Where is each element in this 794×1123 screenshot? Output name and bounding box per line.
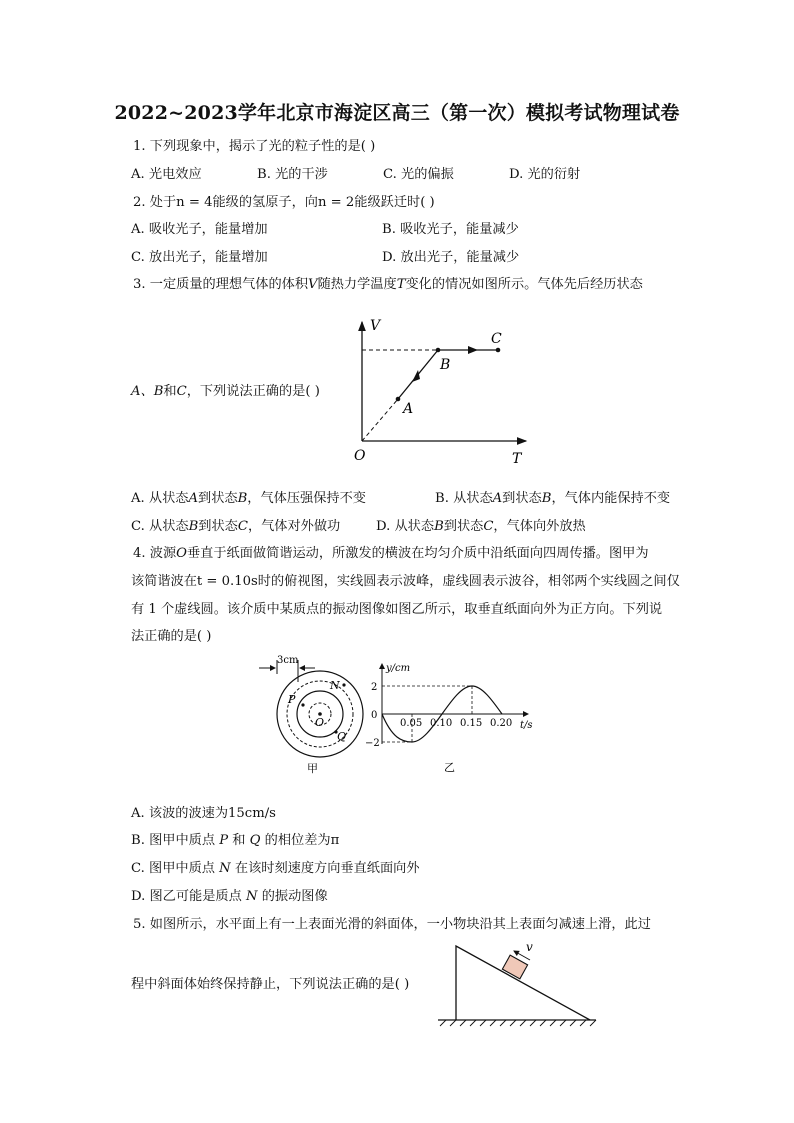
- q4-figure-jia: [255, 652, 378, 777]
- opt-var: Q: [249, 833, 261, 848]
- point-c: [496, 348, 501, 353]
- q1-option-a: A. 光电效应: [131, 167, 202, 182]
- opt-text: C. 从状态: [131, 519, 189, 534]
- q4-option-d: [131, 888, 328, 906]
- q2-option-a: A. 吸收光子，能量增加: [131, 222, 268, 237]
- opt-text: ，气体对外做功: [247, 519, 341, 534]
- q4-option-c: [131, 860, 420, 878]
- label-o: O: [315, 716, 325, 729]
- opt-text: 到状态: [502, 491, 542, 506]
- q5-stem-line1: 5. 如图所示，水平面上有一上表面光滑的斜面体，一小物块沿其上表面匀减速上滑，此过: [133, 917, 651, 932]
- q3-option-d: [376, 518, 586, 536]
- q3-stem-text: 和: [163, 384, 177, 399]
- q4-figure-yi: [360, 658, 540, 776]
- opt-text: 到状态: [198, 519, 238, 534]
- label-b: B: [440, 357, 451, 373]
- figure-caption-yi: 乙: [444, 761, 455, 774]
- opt-var: B: [237, 491, 248, 506]
- q4-option-a: A. 该波的波速为15cm/s: [131, 806, 276, 821]
- label-q: Q: [337, 730, 347, 743]
- y-axis-label: y/cm: [386, 663, 411, 674]
- opt-text: 的相位差为π: [260, 833, 340, 848]
- q3-option-b: [435, 490, 670, 508]
- origin-label: O: [354, 448, 366, 464]
- small-block: [502, 955, 527, 979]
- t-tick: 0.15: [460, 718, 483, 729]
- q3-stem-text: 随热力学温度: [317, 277, 397, 292]
- q3-stem-text: 变化的情况如图所示。气体先后经历状态: [405, 277, 643, 292]
- q3-var-t: T: [396, 277, 406, 292]
- q2-option-c: C. 放出光子，能量增加: [131, 250, 268, 265]
- y-tick: 0: [371, 710, 378, 721]
- opt-var: C: [483, 519, 494, 534]
- point-b: [436, 348, 441, 353]
- ground-hatching: [440, 1020, 596, 1026]
- arrow-a-b: [412, 370, 420, 382]
- q5-stem-line2: 程中斜面体始终保持静止，下列说法正确的是( ): [131, 977, 410, 992]
- stem-var: O: [176, 546, 187, 561]
- label-n: N: [330, 679, 340, 692]
- point-p: [301, 703, 304, 706]
- axis-label-v: V: [370, 318, 381, 334]
- opt-var: C: [237, 519, 248, 534]
- opt-var: B: [188, 519, 199, 534]
- y-tick: 2: [371, 682, 378, 693]
- point-a: [396, 397, 401, 402]
- stem-text: 4. 波源: [133, 546, 177, 561]
- opt-var: P: [219, 833, 229, 848]
- opt-var: B: [434, 519, 444, 534]
- opt-text: B. 从状态: [435, 491, 493, 506]
- dashed-extension: [362, 399, 398, 441]
- t-tick: 0.20: [490, 718, 513, 729]
- opt-var: N: [219, 861, 231, 876]
- opt-text: A. 从状态: [131, 491, 189, 506]
- y-tick: −2: [365, 738, 380, 749]
- q2-option-b: B. 吸收光子，能量减少: [382, 222, 519, 237]
- q4-stem-line3: 有 1 个虚线圆。该介质中某质点的振动图像如图乙所示，取垂直纸面向外为正方向。下列说: [131, 602, 663, 617]
- q2-stem: 2. 处于n = 4能级的氢原子，向n = 2能级跃迁时( ): [133, 195, 435, 210]
- label-a: A: [403, 401, 414, 417]
- velocity-label: v: [526, 940, 533, 954]
- t-axis-label: t/s: [520, 720, 533, 731]
- q3-stem-text: 3. 一定质量的理想气体的体积: [133, 277, 309, 292]
- q3-option-a: [131, 490, 366, 508]
- point-n: [342, 683, 345, 686]
- q1-option-b: B. 光的干涉: [257, 167, 328, 182]
- q3-stem-text: ，下列说法正确的是( ): [186, 384, 320, 399]
- opt-text: 的振动图像: [257, 889, 328, 904]
- opt-text: 在该时刻速度方向垂直纸面向外: [230, 861, 420, 876]
- opt-text: 到状态: [198, 491, 238, 506]
- q1-option-d: D. 光的衍射: [509, 167, 581, 182]
- opt-text: 到状态: [443, 519, 484, 534]
- opt-text: C. 图甲中质点: [131, 861, 220, 876]
- q3-stem-continued: [131, 383, 320, 401]
- opt-var: N: [246, 889, 258, 904]
- figure-caption-jia: 甲: [307, 762, 318, 775]
- incline-block: [456, 946, 590, 1020]
- q1-stem: 1. 下列现象中，揭示了光的粒子性的是( ): [133, 139, 376, 154]
- axis-label-t: T: [512, 451, 522, 467]
- q3-var-c: C: [176, 384, 187, 399]
- q5-incline-figure: [430, 938, 600, 1030]
- q4-stem-line2: 该简谐波在t = 0.10s时的俯视图，实线圆表示波峰，虚线圆表示波谷，相邻两个实线圆之间仅: [131, 574, 680, 589]
- opt-text: ，气体压强保持不变: [247, 491, 366, 506]
- opt-text: B. 图甲中质点: [131, 833, 220, 848]
- q2-option-d: D. 放出光子，能量减少: [382, 250, 520, 265]
- t-tick: 0.10: [430, 718, 453, 729]
- opt-var: A: [188, 491, 199, 506]
- q3-var-ab: A、B: [131, 384, 164, 399]
- q3-vt-graph: [340, 310, 540, 470]
- dim-label: 3cm: [277, 655, 299, 666]
- stem-text: 垂直于纸面做简谐运动，所激发的横波在均匀介质中沿纸面向四周传播。图甲为: [186, 546, 649, 561]
- q3-var-v: V: [308, 277, 318, 292]
- q4-stem-line4: 法正确的是( ): [131, 629, 212, 644]
- q3-stem: [133, 276, 643, 294]
- q3-option-c: [131, 518, 340, 536]
- opt-var: B: [541, 491, 552, 506]
- opt-text: 和: [228, 833, 250, 848]
- q4-stem-line1: [133, 545, 649, 563]
- label-p: P: [288, 693, 296, 706]
- page-title: 2022~2023学年北京市海淀区高三（第一次）模拟考试物理试卷: [114, 102, 680, 124]
- opt-text: D. 图乙可能是质点: [131, 889, 246, 904]
- q4-option-b: [131, 832, 339, 850]
- opt-text: ，气体向外放热: [493, 519, 586, 534]
- opt-var: A: [492, 491, 503, 506]
- label-c: C: [491, 331, 502, 347]
- arrow-b-c: [468, 346, 478, 354]
- t-tick: 0.05: [400, 718, 423, 729]
- q1-option-c: C. 光的偏振: [383, 167, 454, 182]
- opt-text: ，气体内能保持不变: [551, 491, 671, 506]
- opt-text: D. 从状态: [376, 519, 435, 534]
